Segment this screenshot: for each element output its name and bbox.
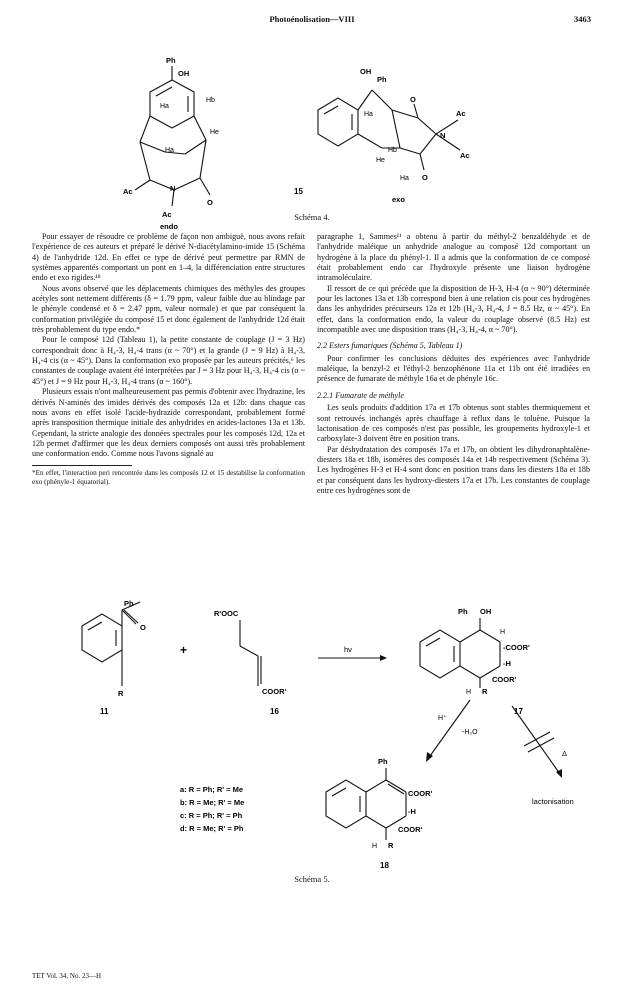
c17-h-label: H	[500, 629, 506, 636]
c18-ph-label: Ph	[378, 757, 388, 766]
endo-ha2-label: Ha	[165, 147, 174, 154]
legend-d: d: R = Me; R' = Ph	[180, 824, 244, 833]
dehydration-arrow	[430, 700, 470, 756]
exo-structure	[318, 90, 460, 170]
compound-16-structure	[240, 620, 261, 686]
left-paragraph-4: Plusieurs essais n'ont malheureusement pas permis d'obtenir avec l'hydrazine, les dérivés N-aminés des imides dérivés des composés 12a et 12b: dans chaque cas nous avons en effet isolé l'acide-hydrazide correspondant, probablement formé après transposition thermique initiale des anhydrides en acides-lactones 13a et 13b. Cependant, la stricte analogie des données spectrales pour les composés 12d, 12a et 12b permet d'affirmer que les deux derniers composés ont aussi très probablement une conformation endo. Comme nous l'avons signalé au	[32, 387, 305, 459]
blocked-stroke-1	[524, 732, 550, 746]
c17-oh-label: OH	[480, 607, 492, 616]
c17-r-label: R	[482, 687, 488, 696]
c17-h2-label: H	[466, 689, 472, 696]
blocked-stroke-2	[528, 738, 554, 752]
endo-label: endo	[160, 222, 178, 230]
c18-coor2-label: COOR'	[398, 825, 423, 834]
delta-label: Δ	[562, 749, 568, 758]
footnote-rule	[32, 465, 132, 466]
hv-label: hν	[344, 645, 352, 654]
c11-ph-label: Ph	[124, 599, 134, 608]
right-paragraph-3: Pour confirmer les conclusions déduites des expériences avec l'anhydride maléique, la benzyl-2 et l'éthyl-2 benzophénone 11a et 11b ont été irradiées en présence de fumarate de méthyle 16a et de phényle 16c.	[317, 353, 590, 384]
compound-11-structure	[82, 602, 140, 686]
exo-ha2-label: Ha	[400, 175, 409, 182]
running-title: Photoénolisation—VIII	[269, 14, 355, 24]
right-paragraph-1: paragraphe 1, Sammes¹¹ a obtenu à partir du méthyl-2 benzaldéhyde et de l'anhydride maléique un anhydride analogue au composé 12d comportant un hydrogène à la place du phényl-1. Il a admis que la conformation de ce composé était probablement endo car l'hydroxyle présente une liaison hydrogène intramoléculaire.	[317, 232, 590, 283]
endo-n-label: N	[170, 184, 176, 193]
exo-oh-label: OH	[360, 67, 372, 76]
right-paragraph-4: Les seuls produits d'addition 17a et 17b obtenus sont stables thermiquement et sont retrouvés inchangés après chauffage à reflux dans le toluène. Puisque la lactonisation de ces composés n'est pas possible, les groupements hydroxyle-1 et carboxylate-3 doivent être en position trans.	[317, 403, 590, 444]
left-column	[32, 232, 305, 487]
c18-coor-label: COOR'	[408, 789, 433, 798]
page-number: 3463	[574, 14, 591, 24]
compound-15-label: 15	[294, 187, 303, 196]
exo-label: exo	[392, 195, 405, 204]
c17-minus-h-label: -H	[503, 659, 511, 668]
compound-11-label: 11	[100, 707, 109, 716]
plus-sign: +	[180, 643, 188, 657]
exo-ac-label: Ac	[456, 109, 466, 118]
right-paragraph-5: Par déshydratation des composés 17a et 17b, on obtient les dihydronaphtalène-diesters 18a et 18b, isomères des composés 14a et 14b respectivement (Schéma 3). Les hydrogènes H-3 et H-4 sont donc en position trans dans les diesters 18a et 18b et par conséquent dans les hydroxy-diesters 17a et 17b. Les constantes de couplage entre ces hydrogènes sont de	[317, 444, 590, 495]
c17-coor2-label: COOR'	[492, 675, 517, 684]
scheme-5-caption: Schéma 5.	[294, 874, 330, 884]
endo-ph-label: Ph	[166, 56, 176, 65]
exo-ph-label: Ph	[377, 75, 387, 84]
exo-he-label: He	[376, 157, 385, 164]
left-paragraph-1: Pour essayer de résoudre ce problème de façon non ambiguë, nous avons refait l'expérience de ces auteurs et préparé le dérivé N-diacétylamino-imide 15 (Schéma 4) de l'anhydride 12d. En effet ce type de dérivé peut permettre par RMN de systèmes apparentés comportant un pont en 1–4, la différenciation entre structures endo et exo rigides.¹⁸	[32, 232, 305, 283]
legend-b: b: R = Me; R' = Me	[180, 798, 245, 807]
hv-arrowhead	[380, 655, 387, 661]
c18-h-label: H	[372, 843, 378, 850]
c16-ester-right: COOR'	[262, 687, 287, 696]
endo-he-label: He	[210, 129, 219, 136]
c11-r-label: R	[118, 689, 124, 698]
exo-n-label: N	[440, 131, 446, 140]
compound-16-label: 16	[270, 707, 279, 716]
minus-water-label: -H₂O	[462, 729, 478, 736]
c17-coor-label: -COOR'	[503, 643, 530, 652]
endo-ac-label: Ac	[123, 187, 133, 196]
compound-17-structure	[420, 618, 500, 688]
endo-oh-label: OH	[178, 69, 190, 78]
exo-ha-label: Ha	[364, 111, 373, 118]
lactonisation-label: lactonisation	[532, 797, 574, 806]
right-paragraph-2: Il ressort de ce qui précède que la disposition de H-3, H-4 (α ~ 90°) déterminée pour les lactones 13a et 13b correspond bien à une relation cis pour ces hydrogènes dans les anhydrides précurseurs 12a et 12b (H₄-3, H₄-4, J = 8.5 Hz, α ~ 45°). En effet, dans la conformation endo, la valeur du couplage observé (8.5 Hz) est incompatible avec une disposition trans (H₄-3, H₄-4, α ~ 70°).	[317, 283, 590, 335]
c11-o-label: O	[140, 623, 146, 632]
right-column	[317, 232, 590, 496]
legend-c: c: R = Ph; R' = Ph	[180, 811, 243, 820]
section-heading-2-2-1: 2.2.1 Fumarate de méthyle	[317, 390, 404, 400]
journal-reference: TET Vol. 34, No. 23—H	[32, 972, 102, 980]
c17-ph-label: Ph	[458, 607, 468, 616]
endo-hb-label: Hb	[206, 97, 215, 104]
h-plus-label: H⁺	[438, 715, 447, 722]
footnote: *En effet, l'interaction peri rencontrée dans les composés 12 et 15 destabilise la conformation exo (phényle-1 équatorial).	[32, 468, 305, 486]
scheme-4-caption: Schéma 4.	[294, 212, 330, 222]
legend-a: a: R = Ph; R' = Me	[180, 785, 244, 794]
endo-ha-label: Ha	[160, 103, 169, 110]
scheme-5-figure	[0, 596, 624, 956]
endo-o-label: O	[207, 198, 213, 207]
c18-r-label: R	[388, 841, 394, 850]
compound-18-label: 18	[380, 861, 389, 870]
c16-ester-left: R'OOC	[214, 609, 239, 618]
left-paragraph-3: Pour le composé 12d (Tableau 1), la petite constante de couplage (J = 3 Hz) correspondrait donc à H₄-3, H₄-4 trans (α ~ 70°) et la grande (J = 9 Hz) à H₄-3, H₄-4 cis (α ~ 45°). Dans la conformation exo proposée par les auteurs précités,⁶ les constantes de couplage avaient été interprétées par J = 3 Hz pour H₄-3, H₄-4 cis (α ~ 45°) et J = 9 Hz pour H₄-3, H₄-4 trans (α ~ 160°).	[32, 335, 306, 386]
c18-minus-h-label: -H	[408, 807, 416, 816]
compound-17-label: 17	[514, 707, 523, 716]
exo-o2-label: O	[422, 173, 428, 182]
scheme-4-figure	[0, 30, 624, 230]
exo-o-label: O	[410, 95, 416, 104]
exo-ac2-label: Ac	[460, 151, 470, 160]
compound-18-structure	[326, 768, 406, 840]
section-heading-2-2: 2.2 Esters fumariques (Schéma 5, Tableau 1)	[317, 341, 463, 351]
exo-hb-label: Hb	[388, 147, 397, 154]
endo-ac2-label: Ac	[162, 210, 172, 219]
left-paragraph-2: Nous avons observé que les déplacements chimiques des méthyles des groupes acétyles sont nettement différents (δ = 1.79 ppm, valeur faible due au blindage par le phényle condensé et δ = 2.47 ppm, valeur normale) et que par conséquent la conformation privilégiée du composé 15 et donc également de l'anhydride 12d était très probablement du type endo.*	[32, 283, 305, 335]
